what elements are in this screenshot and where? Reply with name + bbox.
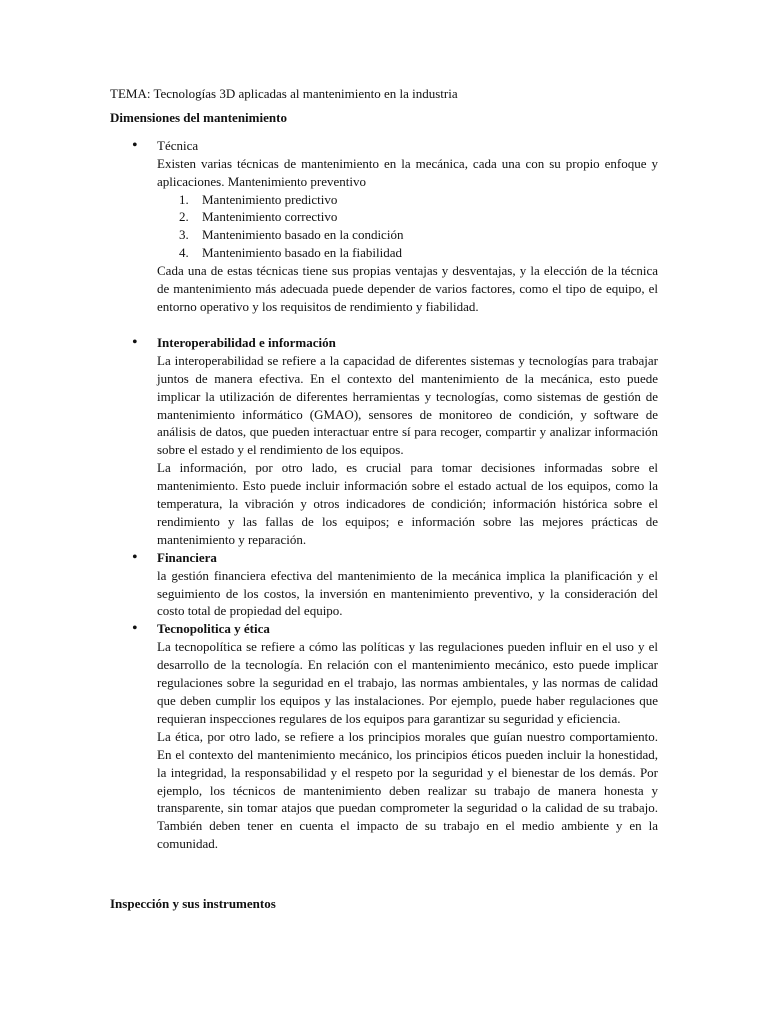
paragraph: La información, por otro lado, es crucial para tomar decisiones informadas sobre el mantenimiento. Esto puede incluir información sobre el estado actual de los equipos, como la temperatura, la vibración y otros indicadores de condición; información histórica sobre el rendimiento y las fallas de los equipos; e información sobre las mejores prácticas de mantenimiento y reparación. <box>157 460 658 547</box>
paragraph: la gestión financiera efectiva del mantenimiento de la mecánica implica la planificación y el seguimiento de los costos, la inversión en mantenimiento preventivo, y la consideración del costo total de propiedad del equipo. <box>157 567 658 619</box>
item-title-interoperabilidad: • Interoperabilidad e información <box>157 334 336 350</box>
section-heading-inspeccion: Inspección y sus instrumentos <box>110 896 276 911</box>
paragraph: La interoperabilidad se refiere a la capacidad de diferentes sistemas y tecnologías para trabajar juntos de manera efectiva. En el contexto del mantenimiento de la mecánica, esto puede implicar la utilización de diferentes herramientas y tecnologías, como sistemas de gestión de mantenimiento informático (GMAO), sensores de monitoreo de condición, y software de análisis de datos, que pueden interactuar entre sí para recoger, compartir y analizar información sobre el estado y el rendimiento de los equipos. <box>157 352 658 458</box>
item-title-financiera: • Financiera <box>157 549 217 565</box>
item-title-tecnica: • Técnica <box>157 137 199 153</box>
list-item: 4. Mantenimiento basado en la fiabilidad <box>179 245 402 261</box>
list-item: 1. Mantenimiento predictivo <box>179 191 338 207</box>
list-item-tecnica <box>110 137 658 316</box>
section-heading: Dimensiones del mantenimiento <box>110 109 287 125</box>
list-item-financiera <box>110 549 658 621</box>
paragraph: Existen varias técnicas de mantenimiento en la mecánica, cada una con su propio enfoque y aplicaciones. Mantenimiento preventivo <box>157 155 658 189</box>
paragraph: La ética, por otro lado, se refiere a los principios morales que guían nuestro comportamiento. En el contexto del mantenimiento mecánico, los principios éticos pueden incluir la honestidad, la integridad, la responsabilidad y el respeto por la seguridad y el bienestar de los demás. Por ejemplo, los técnicos de mantenimiento deben realizar su trabajo de manera honesta y transparente, sin tomar atajos que puedan comprometer la seguridad o la calidad de su trabajo. También deben tener en cuenta el impacto de su trabajo en el medio ambiente y en la comunidad. <box>157 728 658 852</box>
item-title-tecnopolitica: • Tecnopolitica y ética <box>157 621 270 637</box>
list-item: 3. Mantenimiento basado en la condición <box>179 227 404 243</box>
list-item-tecnopolitica <box>110 620 658 853</box>
document-page <box>110 85 658 853</box>
dimensions-list <box>110 137 658 853</box>
paragraph: Cada una de estas técnicas tiene sus propias ventajas y desventajas, y la elección de la técnica de mantenimiento más adecuada puede depender de varios factores, como el tipo de equipo, el entorno operativo y los requisitos de rendimiento y fiabilidad. <box>157 263 658 314</box>
document-topic: TEMA: Tecnologías 3D aplicadas al mantenimiento en la industria <box>110 86 458 101</box>
techniques-list <box>157 191 658 263</box>
list-item: 2. Mantenimiento correctivo <box>179 209 338 225</box>
paragraph: La tecnopolítica se refiere a cómo las políticas y las regulaciones pueden influir en el uso y el desarrollo de la tecnología. En relación con el mantenimiento mecánico, esto puede implicar regulaciones sobre la seguridad en el trabajo, las normas ambientales, y las normas de calidad que deben cumplir los equipos y las instalaciones. Por ejemplo, puede haber regulaciones que requieran inspecciones regulares de los equipos para garantizar su seguridad y eficiencia. <box>157 639 658 726</box>
list-item-interoperabilidad <box>110 334 658 549</box>
